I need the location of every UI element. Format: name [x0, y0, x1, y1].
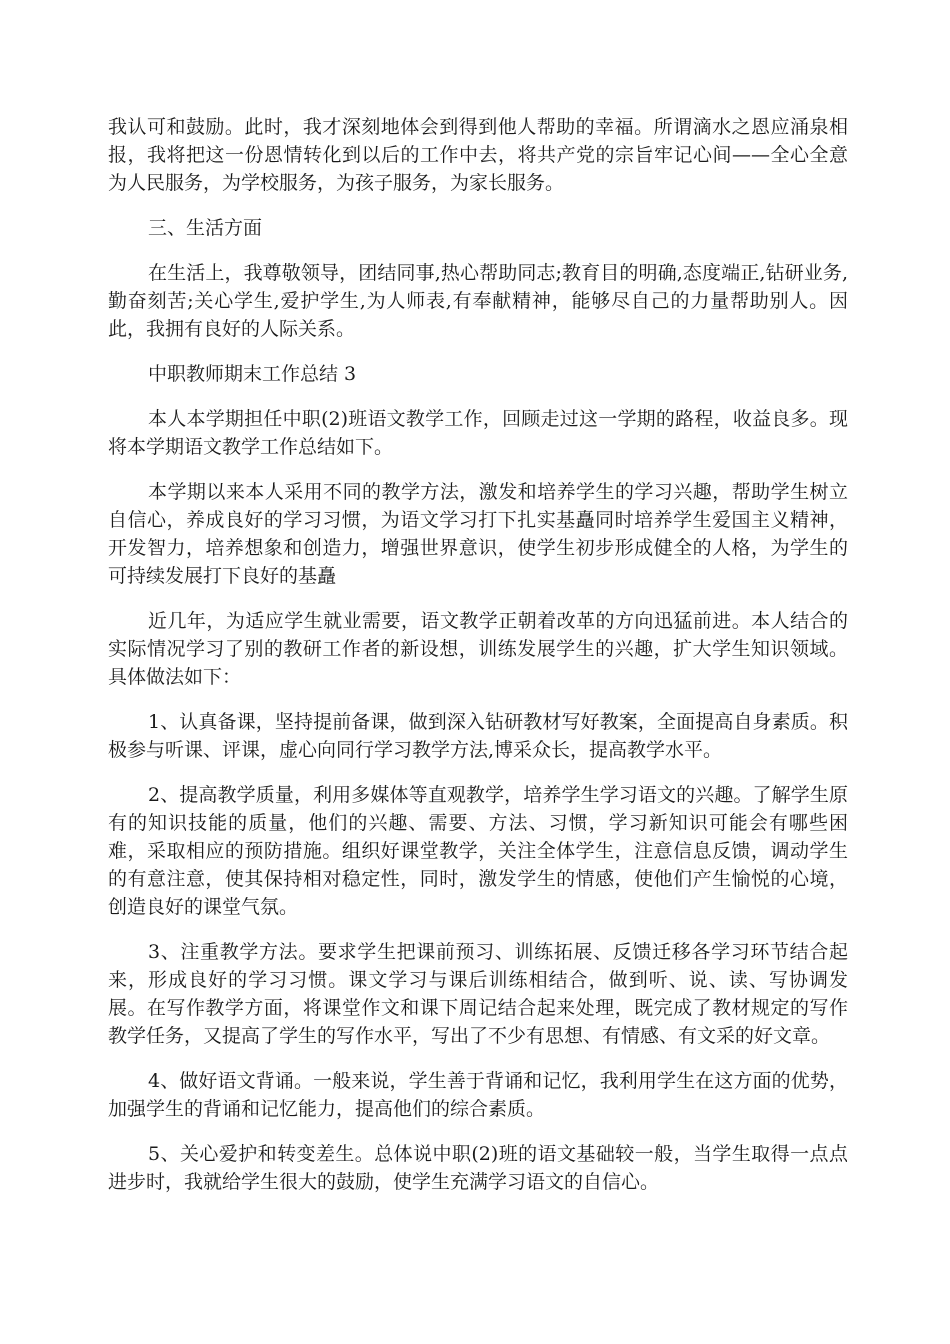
paragraph-item-1: 1、认真备课，坚持提前备课，做到深入钻研教材写好教案，全面提高自身素质。积极参与听课、评课，虚心向同行学习教学方法,博采众长，提高教学水平。 — [108, 711, 848, 761]
paragraph-continued: 我认可和鼓励。此时，我才深刻地体会到得到他人帮助的幸福。所谓滴水之恩应涌泉相报，我将把这一份恩情转化到以后的工作中去，将共产党的宗旨牢记心间——全心全意为人民服务，为学校服务，为孩子服务，为家长服务。 — [108, 116, 848, 194]
paragraph-intro: 本人本学期担任中职(2)班语文教学工作，回顾走过这一学期的路程，收益良多。现将本学期语文教学工作总结如下。 — [108, 408, 848, 458]
document-body — [108, 113, 848, 1213]
paragraph-methods: 本学期以来本人采用不同的教学方法，激发和培养学生的学习兴趣，帮助学生树立自信心，养成良好的学习习惯，为语文学习打下扎实基矗同时培养学生爱国主义精神，开发智力，培养想象和创造力，增强世界意识，使学生初步形成健全的人格，为学生的可持续发展打下良好的基矗 — [108, 481, 848, 587]
document-title-summary-3: 中职教师期末工作总结 3 — [148, 363, 357, 385]
section-heading-life: 三、生活方面 — [148, 217, 263, 239]
paragraph-reform: 近几年，为适应学生就业需要，语文教学正朝着改革的方向迅猛前进。本人结合的实际情况学习了别的教研工作者的新设想，训练发展学生的兴趣，扩大学生知识领域。具体做法如下： — [108, 610, 848, 688]
paragraph-item-5: 5、关心爱护和转变差生。总体说中职(2)班的语文基础较一般，当学生取得一点点进步时，我就给学生很大的鼓励，使学生充满学习语文的自信心。 — [108, 1143, 848, 1193]
paragraph-item-2: 2、提高教学质量，利用多媒体等直观教学，培养学生学习语文的兴趣。了解学生原有的知识技能的质量，他们的兴趣、需要、方法、习惯，学习新知识可能会有哪些困难，采取相应的预防措施。组织好课堂教学，关注全体学生，注意信息反馈，调动学生的有意注意，使其保持相对稳定性，同时，激发学生的情感，使他们产生愉悦的心境，创造良好的课堂气氛。 — [108, 784, 848, 918]
paragraph-item-3: 3、注重教学方法。要求学生把课前预习、训练拓展、反馈迁移各学习环节结合起来，形成良好的学习习惯。课文学习与课后训练相结合，做到听、说、读、写协调发展。在写作教学方面，将课堂作文和课下周记结合起来处理，既完成了教材规定的写作教学任务，又提高了学生的写作水平，写出了不少有思想、有情感、有文采的好文章。 — [108, 941, 848, 1047]
paragraph-item-4: 4、做好语文背诵。一般来说，学生善于背诵和记忆，我利用学生在这方面的优势，加强学生的背诵和记忆能力，提高他们的综合素质。 — [108, 1070, 848, 1120]
paragraph-life: 在生活上，我尊敬领导，团结同事,热心帮助同志;教育目的明确,态度端正,钻研业务,勤奋刻苦;关心学生,爱护学生,为人师表,有奉献精神，能够尽自己的力量帮助别人。因此，我拥有良好的人际关系。 — [108, 262, 848, 340]
